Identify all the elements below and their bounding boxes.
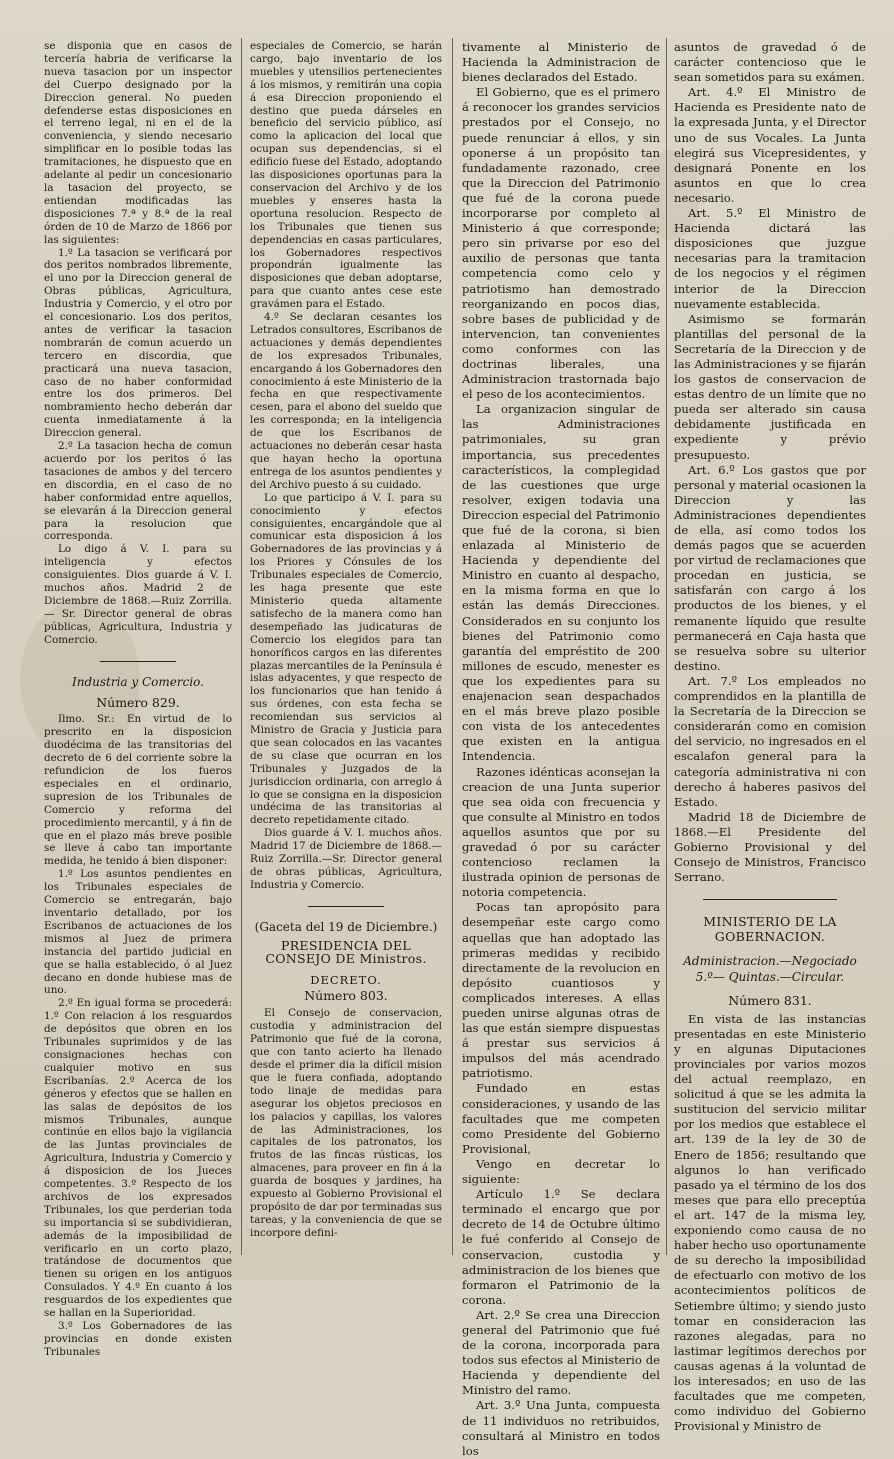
document-number: Número 831. [728,992,812,1008]
paragraph: Ilmo. Sr.: En virtud de lo prescrito en la disposicion duodécima de las transitorias del decreto de 6 del corriente sobre la refundicion de los fueros especiales en el ordinario, supresion de los Tribunales de Comercio y reforma del procedimiento mercantil, y á fin de que en el plazo más breve posible se lleve á cabo tan importante medida, he tenido á bien disponer: [44,713,232,868]
paragraph: 2.º La tasacion hecha de comun acuerdo por los peritos ó las tasaciones de ambos y del tercero en discordia, en el caso de no haber conformidad entre aquellos, se elevarán á la Direccion general para la resolucion que corresponda. [44,440,232,543]
ministry-heading: MINISTERIO DE LA GOBERNACION. [703,914,837,945]
column-3 [462,40,660,1458]
paragraph: Dios guarde á V. I. muchos años. Madrid 17 de Diciembre de 1868.— Ruiz Zorrilla.—Sr. Director general de obras públicas, Agricultura, Industria y Comercio. [250,827,442,891]
paragraph: Madrid 18 de Diciembre de 1868.—El Presidente del Gobierno Provisional y del Consejo de Ministros, Francisco Serrano. [674,809,866,885]
paragraph: Art. 2.º Se crea una Direccion general del Patrimonio que fué de la corona, incorporada para todos sus efectos al Ministerio de Hacienda y dependiente del Ministro del ramo. [462,1307,660,1398]
decree-title: DECRETO. [310,972,382,987]
gazette-date: (Gaceta del 19 de Diciembre.) [254,919,438,934]
section-title: Industria y Comercio. [71,674,204,689]
paragraph: El Gobierno, que es el primero á reconocer los grandes servicios prestados por el Consejo, no puede renunciar á ellos, y sin oponerse á un propósito tan fundadamente razonado, cree que la Direccion del Patrimonio que fué de la corona puede incorporarse por completo al Ministerio á que corresponde; pero sin privarse por eso del auxilio de personas que tanta competencia como celo y patriotismo han demostrado reorganizando en pocos dias, sobre bases de publicidad y de intervencion, tan convenientes como conformes con las doctrinas liberales, una Administracion trastornada bajo el peso de los acontecimientos. [462,85,660,402]
paragraph: 4.º Se declaran cesantes los Letrados consultores, Escribanos de actuaciones y demás dependientes de los expresados Tribunales, encargando á los Gobernadores den conocimiento á este Ministerio de la fecha en que respectivamente cesen, para el abono del sueldo que les corresponda; en la inteligencia de que los Escribanos de actuaciones no deberán cesar hasta que hayan hecho la oportuna entrega de los asuntos pendientes y del Archivo puesto á su cuidado. [250,311,442,491]
paragraph: Fundado en estas consideraciones, y usando de las facultades que me competen como Presidente del Gobierno Provisional, [462,1081,660,1156]
paragraph: 1.º Los asuntos pendientes en los Tribunales especiales de Comercio se entregarán, bajo inventario detallado, por los Escribanos de actuaciones de los mismos al Juez de primera instancia del partido judicial en que se halla establecido, ó al Juez decano en donde hubiese mas de uno. [44,868,232,997]
paragraph: Vengo en decretar lo siguiente: [462,1156,660,1187]
paragraph: 1.º La tasacion se verificará por dos peritos nombrados libremente, el uno por la Direccion general de Obras públicas, Agricultura, Industria y Comercio, y el otro por el concesionario. Los dos peritos, antes de verificar la tasacion nombrarán de comun acuerdo un tercero en discordia, que practicará una nueva tasacion, caso de no haber conformidad entre los dos primeros. Del nombramiento hecho deberán dar cuenta inmediatamente á la Direccion general. [44,246,232,440]
document-number: Número 829. [96,694,180,710]
paragraph: Asimismo se formarán plantillas del personal de la Secretaría de la Direccion y de las Administraciones y se fijarán los gastos de conservacion de estas dentro de un límite que no pueda ser alterado sin causa debidamente justificada en expediente y prévio presupuesto. [674,311,866,462]
paragraph: Pocas tan apropósito para desempeñar este cargo como aquellas que han adoptado las primeras medidas y recibido directamente de la revolucion en depósito cuantiosos y complicados intereses. A ellas pueden unirse algunas otras de las que están siempre dispuestas á prestar sus servicios á impulsos del más acendrado patriotismo. [462,900,660,1081]
paragraph: Art. 4.º El Ministro de Hacienda es Presidente nato de la expresada Junta, y el Director uno de sus Vocales. La Junta elegirá sus Vicepresidentes, y designará Ponente en los asuntos en que lo crea necesario. [674,85,866,205]
section-title: Administracion.—Negociado 5.º— Quintas.—Circular. [683,954,857,984]
paragraph: En vista de las instancias presentadas en este Ministerio y en algunas Diputaciones provinciales por varios mozos del actual reemplazo, en solicitud á que se les admita la sustitucion del servicio militar por los medios que establece el art. 139 de la ley de 30 de Enero de 1856; resultando que algunos lo han verificado pasado ya el término de los dos meses que para ello preceptúa el art. 147 de la misma ley, exponiendo como causa de no haber hecho uso oportunamente de su derecho la imposibilidad de efectuarlo con motivo de los acontecimientos políticos de Setiembre último; y siendo justo tomar en consideracion las razones alegadas, para no lastimar legítimos derechos por causas agenas á la voluntad de los interesados; en uso de las facultades que me competen, como individuo del Gobierno Provisional y Ministro de [674,1011,866,1434]
column-rule [241,38,242,1255]
paragraph: Razones idénticas aconsejan la creacion de una Junta superior que sea oida con frecuencia y que consulte al Ministro en todos aquellos asuntos que por su gravedad ó por su carácter contencioso reclamen la ilustrada opinion de personas de notoria competencia. [462,764,660,900]
paragraph: se disponia que en casos de tercería habria de verificarse la nueva tasacion por un inspector del Cuerpo designado por la Direccion general. No pueden defenderse estas disposiciones en el terreno legal, ni en el de la conveniencia, y siendo necesario simplificar en lo posible todas las tramitaciones, he dispuesto que en adelante al pedir un concesionario la tasacion del proyecto, se entiendan modificadas las disposiciones 7.ª y 8.ª de la real órden de 10 de Marzo de 1866 por las siguientes: [44,40,232,246]
paragraph: La organizacion singular de las Administraciones patrimoniales, su gran importancia, sus precedentes característicos, la complegidad de las cuestiones que urge resolver, exigen todavia una Direccion especial del Patrimonio que fué de la corona, si bien enlazada al Ministerio de Hacienda y dependiente del Ministro en cuanto al despacho, en la misma forma en que lo están las demás Direcciones. Considerados en su conjunto los bienes del Patrimonio como garantía del empréstito de 200 millones de escudo, menester es que los expedientes para su enajenacion sean despachados en el más breve plazo posible con vista de los antecedentes que existen en la antigua Intendencia. [462,402,660,764]
column-rule [666,38,667,1255]
paragraph: Art. 3.º Una Junta, compuesta de 11 individuos no retribuidos, consultará al Ministro en todos los [462,1398,660,1458]
paragraph: El Consejo de conservacion, custodia y administracion del Patrimonio que fué de la corona, que con tanto acierto ha llenado desde el primer dia la difícil mision que le fuera confiada, adoptando todo linaje de medidas para asegurar los objetos preciosos en los palacios y capillas, los valores de las Administraciones, los capitales de los patronatos, los frutos de las fincas rústicas, los almacenes, para proveer en fin á la guarda de bosques y jardines, ha expuesto al Gobierno Provisional el propósito de dar por terminadas sus tareas, y la conveniencia de que se incorpore defini- [250,1007,442,1239]
section-divider [703,899,837,900]
column-rule [452,38,453,1255]
column-2 [250,40,442,1260]
document-number: Número 803. [304,988,388,1004]
paragraph: 2.º En igual forma se procederá: 1.º Con relacion á los resguardos de depósitos que obren en los Tribunales suprimidos y de las consignaciones hechas con cualquier motivo en sus Escribanías. 2.º Acerca de los géneros y efectos que se hallen en las salas de depósitos de los mismos Tribunales, aunque continúe en ellos bajo la vigilancia de las Juntas provinciales de Agricultura, Industria y Comercio y á disposicion de los Jueces competentes. 3.º Respecto de los archivos de los expresados Tribunales, los que perderian toda su importancia si se subdividieran, además de la imposibilidad de verificarlo en un corto plazo, tratándose de documentos que tienen su origen en los antiguos Consulados. Y 4.º En cuanto á los resguardos de los expedientes que se hallan en la Superioridad. [44,997,232,1320]
paragraph: Lo digo á V. I. para su inteligencia y efectos consiguientes. Dios guarde á V. I. muchos años. Madrid 2 de Diciembre de 1868.—Ruiz Zorrilla.— Sr. Director general de obras públicas, Agricultura, Industria y Comercio. [44,543,232,646]
column-4 [674,40,866,1434]
paragraph: especiales de Comercio, se harán cargo, bajo inventario de los muebles y utensilios pertenecientes á los mismos, y remitirán una copia á esa Direccion proponiendo el destino que pueda dárseles en beneficio del servicio público, así como la aplicacion del local que ocupan sus dependencias, si el edificio fuese del Estado, adoptando las disposiciones oportunas para la conservacion del Archivo y de los muebles y enseres hasta la oportuna resolucion. Respecto de los Tribunales que tienen sus dependencias en casas particulares, los Gobernadores respectivos propondrán igualmente las disposiciones que deban adoptarse, para que cuanto antes cese este gravámen para el Estado. [250,40,442,311]
column-1 [44,40,232,1358]
paragraph: Art. 5.º El Ministro de Hacienda dictará las disposiciones que juzgue necesarias para la tramitacion de los negocios y el régimen interior de la Direccion nuevamente establecida. [674,206,866,311]
section-divider [308,906,385,907]
ministry-heading: PRESIDENCIA DEL CONSEJO DE Ministros. [265,937,427,966]
paragraph: Lo que participo á V. I. para su conocimiento y efectos consiguientes, encargándole que al comunicar esta disposicion á los Gobernadores de las provincias y á los Priores y Cónsules de los Tribunales especiales de Comercio, les haga presente que este Ministerio queda altamente satisfecho de la manera como han desempeñado las judicaturas de Comercio los elegidos para tan honoríficos cargos en las diferentes plazas mercantiles de la Península é islas adyacentes, y que respecto de los funcionarios que han tenido á sus órdenes, con esta fecha se recomiendan sus servicios al Ministro de Gracia y Justicia para que sean colocados en las vacantes de su clase que ocurran en los Tribunales y Juzgados de la jurisdiccion ordinaria, con arreglo á lo que se consigna en la disposicion undécima de las transitorias al decreto repetidamente citado. [250,491,442,827]
paragraph: Artículo 1.º Se declara terminado el encargo que por decreto de 14 de Octubre último le fué conferido al Consejo de conservacion, custodia y administracion de los bienes que formaron el Patrimonio de la corona. [462,1187,660,1307]
paragraph: asuntos de gravedad ó de carácter contencioso que le sean sometidos para su exámen. [674,40,866,85]
section-divider [100,661,175,662]
paragraph: Art. 7.º Los empleados no comprendidos en la plantilla de la Secretaría de la Direccion se considerarán como en comision del servicio, no ingresados en el escalafon general para la categoría administrativa ni con derecho á haberes pasivos del Estado. [674,673,866,809]
paragraph: Art. 6.º Los gastos que por personal y material ocasionen la Direccion y las Administraciones dependientes de ella, así como todos los demás pagos que se acuerden por virtud de reclamaciones que procedan en justicia, se satisfarán con cargo á los productos de los bienes, y el remanente líquido que resulte permanecerá en Caja hasta que se resuelva sobre su ulterior destino. [674,462,866,673]
paragraph: 3.º Los Gobernadores de las provincias en donde existen Tribunales [44,1320,232,1358]
paragraph: tivamente al Ministerio de Hacienda la Administracion de bienes declarados del Estado. [462,40,660,85]
